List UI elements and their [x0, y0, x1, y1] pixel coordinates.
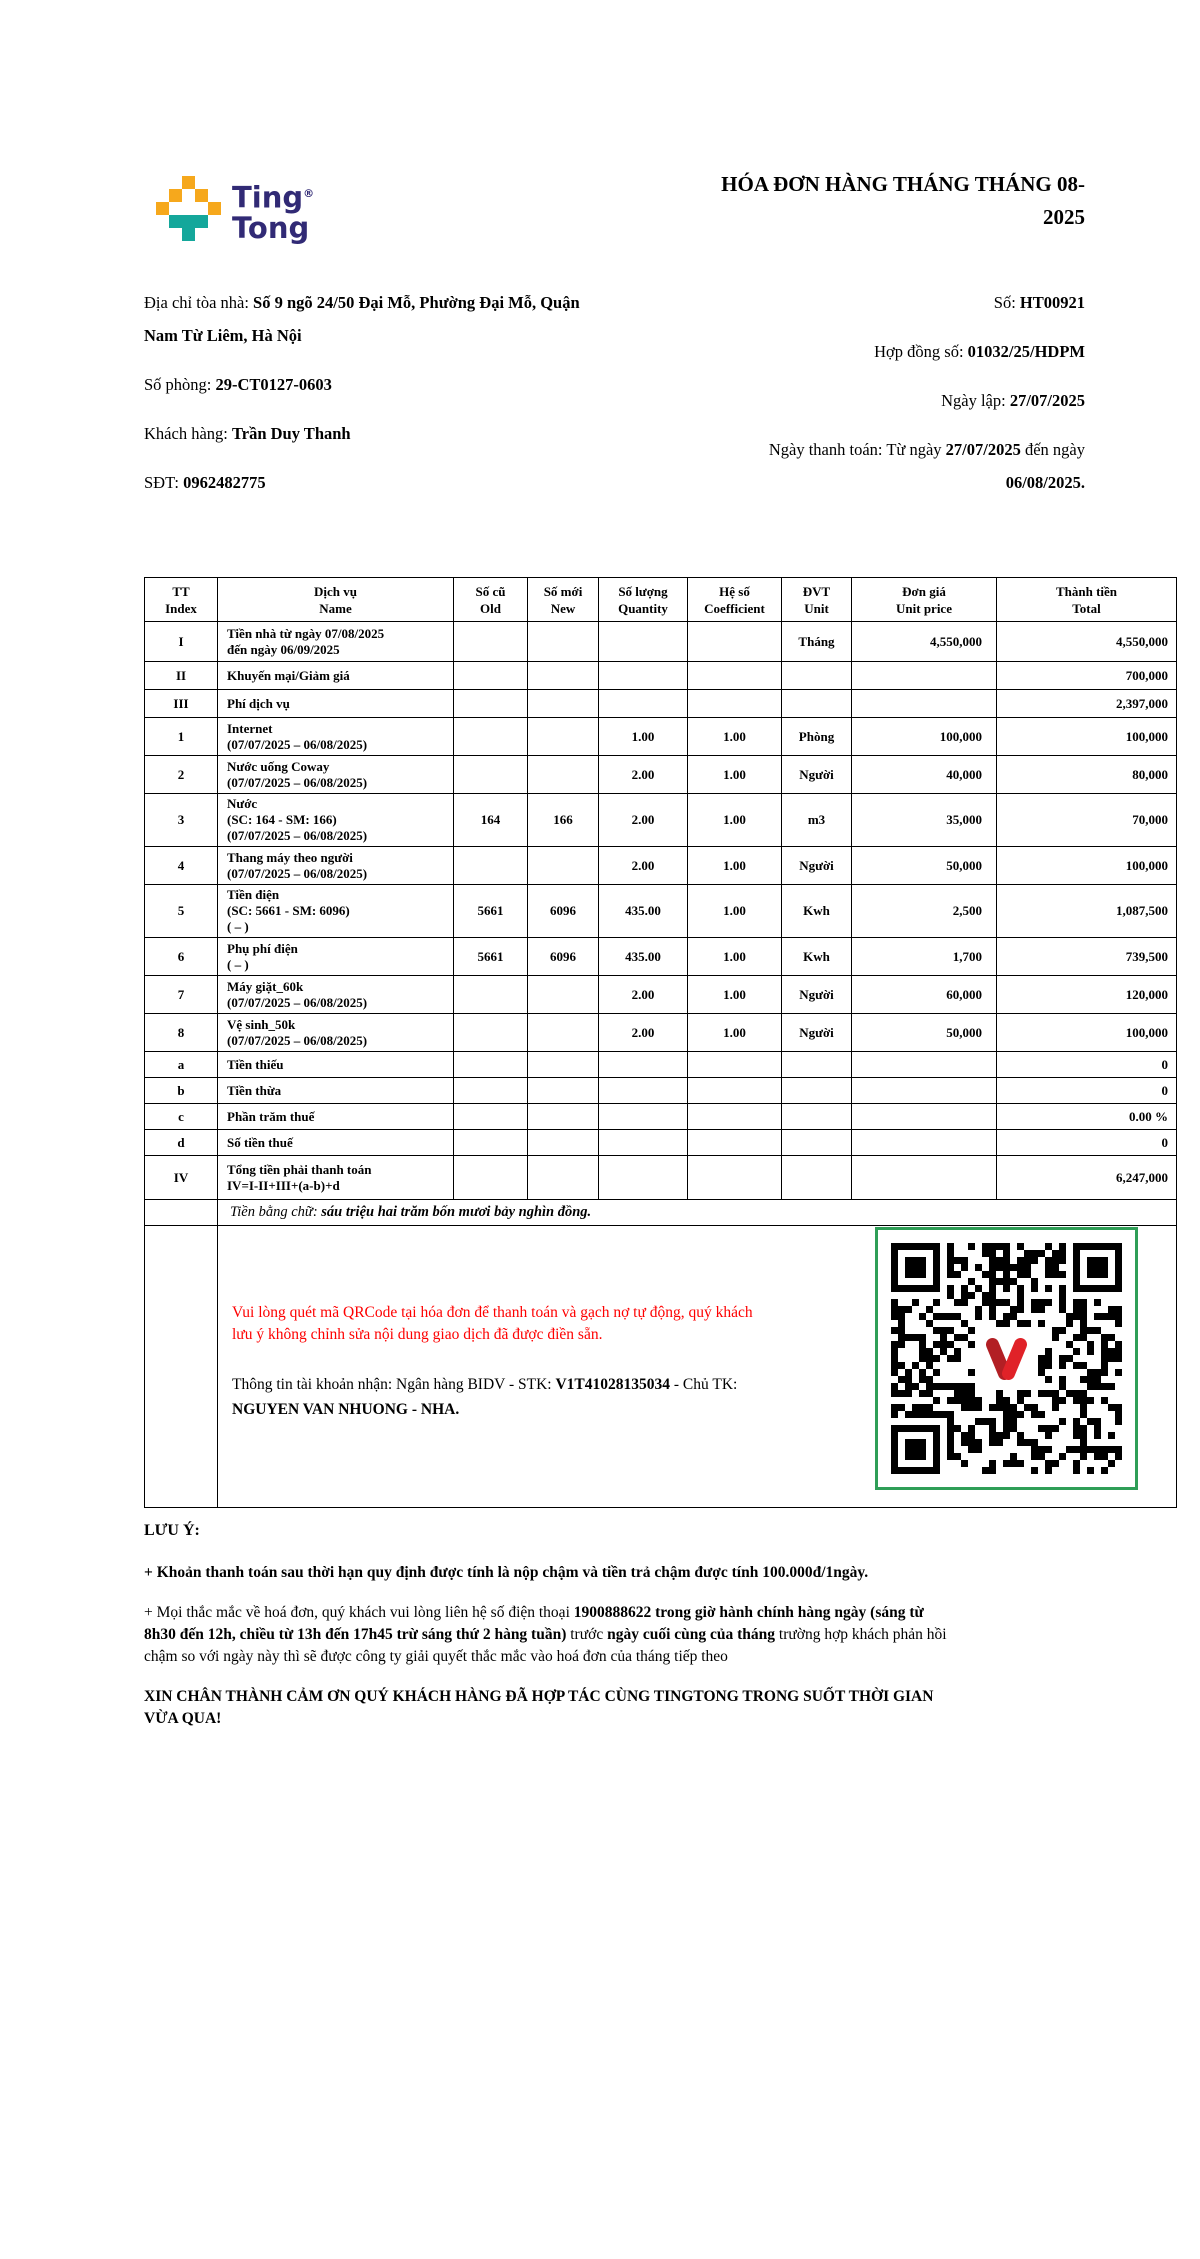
table-row-IV	[145, 1156, 1177, 1200]
table-row-c	[145, 1104, 1177, 1130]
invoice-table-extra	[145, 1200, 1177, 1508]
table-row-a	[145, 1052, 1177, 1078]
cell-service-name: Internet (07/07/2025 – 06/08/2025)	[218, 718, 454, 756]
late-fee-note: + Khoản thanh toán sau thời hạn quy định được tính là nộp chậm và tiền trả chậm được tính 100.000đ/1ngày.	[144, 1564, 869, 1581]
text-segment: 29-CT0127-0603	[215, 375, 332, 394]
contact-note-line	[144, 1646, 1094, 1668]
contact-note	[144, 1602, 1094, 1668]
cell-new	[528, 662, 599, 690]
cell-unit-price: 35,000	[852, 794, 997, 847]
cell-total: 100,000	[997, 718, 1177, 756]
cell-index	[145, 1226, 218, 1508]
column-header: Đơn giá Unit price	[852, 578, 997, 622]
cell-service-name: Nước (SC: 164 - SM: 166) (07/07/2025 – 06/08/2025)	[218, 794, 454, 847]
cell-quantity	[599, 1052, 688, 1078]
column-header: Số mới New	[528, 578, 599, 622]
thanks-note-line: VỪA QUA!	[144, 1710, 222, 1727]
invoice-meta	[525, 286, 1085, 499]
cell-unit	[782, 1052, 852, 1078]
cell-old: 164	[454, 794, 528, 847]
text-segment: Ngày lập:	[941, 391, 1010, 410]
cell-total: 0	[997, 1052, 1177, 1078]
cell-old: 5661	[454, 885, 528, 938]
cell-new: 6096	[528, 885, 599, 938]
logo-pixel	[195, 189, 208, 202]
column-header: Thành tiền Total	[997, 578, 1177, 622]
cell-total: 0	[997, 1078, 1177, 1104]
tingtong-logo-icon	[156, 176, 221, 241]
cell-index: 1	[145, 718, 218, 756]
cell-quantity: 2.00	[599, 847, 688, 885]
cell-quantity: 435.00	[599, 885, 688, 938]
cell-service-name: Thang máy theo người (07/07/2025 – 06/08/2025)	[218, 847, 454, 885]
cell-index: 4	[145, 847, 218, 885]
cell-index: II	[145, 662, 218, 690]
info-line	[525, 286, 1085, 319]
cell-total: 2,397,000	[997, 690, 1177, 718]
cell-quantity	[599, 662, 688, 690]
cell-quantity	[599, 1156, 688, 1200]
footer-notes	[144, 1520, 1094, 1748]
contact-note-line	[144, 1602, 1094, 1624]
cell-total: 700,000	[997, 662, 1177, 690]
cell-new	[528, 756, 599, 794]
cell-quantity	[599, 690, 688, 718]
text-segment: + Mọi thắc mắc về hoá đơn, quý khách vui lòng liên hệ số điện thoại	[144, 1604, 574, 1621]
table-row-5	[145, 885, 1177, 938]
text-segment: Ngày thanh toán: Từ ngày	[768, 440, 946, 459]
cell-total: 100,000	[997, 847, 1177, 885]
cell-unit: Phòng	[782, 718, 852, 756]
cell-unit: Người	[782, 1014, 852, 1052]
invoice-title	[565, 168, 1085, 234]
qr-instruction-line: Vui lòng quét mã QRCode tại hóa đơn để thanh toán và gạch nợ tự động, quý khách	[232, 1304, 753, 1321]
cell-coefficient: 1.00	[688, 756, 782, 794]
cell-service-name: Phí dịch vụ	[218, 690, 454, 718]
cell-service-name: Khuyến mại/Giảm giá	[218, 662, 454, 690]
text-segment: Trần Duy Thanh	[231, 424, 351, 443]
cell-unit-price: 2,500	[852, 885, 997, 938]
table-row-1	[145, 718, 1177, 756]
qr-cell	[218, 1226, 1177, 1508]
text-segment: Hợp đồng số:	[874, 342, 968, 361]
qr-instruction	[232, 1302, 862, 1346]
cell-unit-price	[852, 1130, 997, 1156]
header-row	[145, 578, 1177, 622]
cell-old	[454, 1078, 528, 1104]
cell-total: 739,500	[997, 938, 1177, 976]
info-line	[525, 433, 1085, 466]
text-segment: chậm so với ngày này thì sẽ được công ty giải quyết thắc mắc vào hoá đơn của tháng tiếp theo	[144, 1648, 728, 1665]
cell-old	[454, 622, 528, 662]
cell-old	[454, 662, 528, 690]
cell-unit-price	[852, 1156, 997, 1200]
cell-total: 4,550,000	[997, 622, 1177, 662]
text-segment: Nam Từ Liêm, Hà Nội	[144, 326, 302, 345]
cell-coefficient: 1.00	[688, 847, 782, 885]
column-header: ĐVT Unit	[782, 578, 852, 622]
cell-index: c	[145, 1104, 218, 1130]
cell-old	[454, 1052, 528, 1078]
cell-service-name: Tiền thiếu	[218, 1052, 454, 1078]
cell-index: IV	[145, 1156, 218, 1200]
text-segment: ngày cuối cùng của tháng	[607, 1626, 776, 1643]
cell-coefficient	[688, 1052, 782, 1078]
text-segment: - Chủ TK:	[670, 1376, 738, 1393]
cell-unit	[782, 1130, 852, 1156]
text-segment: trước	[566, 1626, 608, 1643]
invoice-table-body	[145, 622, 1177, 1200]
cell-coefficient	[688, 622, 782, 662]
table-row-4	[145, 847, 1177, 885]
cell-unit-price	[852, 690, 997, 718]
cell-unit-price: 100,000	[852, 718, 997, 756]
cell-index: 6	[145, 938, 218, 976]
invoice-title-line: 2025	[1043, 205, 1085, 229]
cell-total: 0.00 %	[997, 1104, 1177, 1130]
table-row-b	[145, 1078, 1177, 1104]
cell-old	[454, 1104, 528, 1130]
text-segment: NGUYEN VAN NHUONG - NHA.	[232, 1401, 460, 1418]
cell-total: 6,247,000	[997, 1156, 1177, 1200]
cell-quantity: 1.00	[599, 718, 688, 756]
info-line	[525, 466, 1085, 499]
logo-pixel	[156, 202, 169, 215]
cell-new	[528, 847, 599, 885]
cell-coefficient	[688, 690, 782, 718]
qr-code	[875, 1227, 1138, 1490]
cell-unit: Kwh	[782, 938, 852, 976]
cell-unit: Người	[782, 847, 852, 885]
cell-index: b	[145, 1078, 218, 1104]
text-segment: sáu triệu hai trăm bốn mươi bảy nghìn đồng.	[321, 1204, 592, 1220]
cell-coefficient	[688, 662, 782, 690]
cell-index: III	[145, 690, 218, 718]
cell-quantity: 2.00	[599, 794, 688, 847]
table-row-6	[145, 938, 1177, 976]
registered-mark: ®	[303, 187, 315, 200]
cell-unit: Người	[782, 756, 852, 794]
cell-unit-price	[852, 1078, 997, 1104]
cell-new	[528, 1156, 599, 1200]
cell-old	[454, 976, 528, 1014]
cell-service-name: Vệ sinh_50k (07/07/2025 – 06/08/2025)	[218, 1014, 454, 1052]
cell-coefficient	[688, 1156, 782, 1200]
cell-new: 6096	[528, 938, 599, 976]
text-segment: 0962482775	[183, 473, 266, 492]
text-segment: đến ngày	[1020, 440, 1085, 459]
cell-quantity: 2.00	[599, 1014, 688, 1052]
cell-old: 5661	[454, 938, 528, 976]
cell-total: 80,000	[997, 756, 1177, 794]
cell-new	[528, 976, 599, 1014]
logo-word-tong: Tong	[232, 210, 310, 245]
info-line	[525, 384, 1085, 417]
column-header: Dịch vụ Name	[218, 578, 454, 622]
cell-unit-price	[852, 662, 997, 690]
cell-quantity: 2.00	[599, 976, 688, 1014]
cell-coefficient	[688, 1078, 782, 1104]
cell-index: 5	[145, 885, 218, 938]
cell-quantity	[599, 1104, 688, 1130]
cell-coefficient	[688, 1130, 782, 1156]
cell-unit	[782, 690, 852, 718]
text-segment: 8h30 đến 12h, chiều từ 13h đến 17h45 trừ sáng thứ 2 hàng tuần)	[144, 1626, 567, 1643]
text-segment: Thông tin tài khoản nhận: Ngân hàng BIDV - STK:	[232, 1376, 556, 1393]
table-row-d	[145, 1130, 1177, 1156]
text-segment: trường hợp khách phản hồi	[775, 1626, 947, 1643]
text-segment: Khách hàng:	[144, 424, 232, 443]
cell-old	[454, 756, 528, 794]
cell-quantity: 2.00	[599, 756, 688, 794]
cell-unit-price	[852, 1052, 997, 1078]
invoice-table	[144, 577, 1177, 1508]
text-segment: Số phòng:	[144, 375, 216, 394]
cell-unit	[782, 1078, 852, 1104]
cell-index: 2	[145, 756, 218, 794]
cell-unit-price: 50,000	[852, 847, 997, 885]
table-row-2	[145, 756, 1177, 794]
qr-instruction-line: lưu ý không chỉnh sửa nội dung giao dịch đã được điền sẵn.	[232, 1326, 603, 1343]
cell-old	[454, 690, 528, 718]
cell-service-name: Phần trăm thuế	[218, 1104, 454, 1130]
contact-note-line	[144, 1624, 1094, 1646]
text-segment: 27/07/2025	[1009, 391, 1085, 410]
cell-total: 120,000	[997, 976, 1177, 1014]
bank-account-info	[232, 1372, 862, 1422]
cell-new	[528, 690, 599, 718]
cell-unit-price: 4,550,000	[852, 622, 997, 662]
table-row-III	[145, 690, 1177, 718]
cell-coefficient: 1.00	[688, 718, 782, 756]
cell-service-name: Tổng tiền phải thanh toán IV=I-II+III+(a-b)+d	[218, 1156, 454, 1200]
cell-new	[528, 1014, 599, 1052]
text-segment: 1900888622 trong giờ hành chính hàng ngày (sáng từ	[573, 1604, 924, 1621]
cell-new	[528, 622, 599, 662]
cell-old	[454, 847, 528, 885]
amount-in-words-row	[145, 1200, 1177, 1226]
cell-unit: m3	[782, 794, 852, 847]
text-segment: V1T41028135034	[555, 1376, 670, 1393]
cell-coefficient: 1.00	[688, 976, 782, 1014]
qr-pattern	[891, 1243, 1122, 1474]
cell-coefficient: 1.00	[688, 794, 782, 847]
cell-new	[528, 1130, 599, 1156]
column-header: Số cũ Old	[454, 578, 528, 622]
text-segment: SĐT:	[144, 473, 184, 492]
cell-unit-price: 60,000	[852, 976, 997, 1014]
cell-service-name: Tiền nhà từ ngày 07/08/2025 đến ngày 06/09/2025	[218, 622, 454, 662]
bank-account-line	[232, 1397, 862, 1422]
column-header: Số lượng Quantity	[599, 578, 688, 622]
cell-unit	[782, 662, 852, 690]
cell-new: 166	[528, 794, 599, 847]
table-row-8	[145, 1014, 1177, 1052]
cell-unit-price	[852, 1104, 997, 1130]
logo-wordmark	[232, 179, 314, 243]
invoice-table-head	[145, 578, 1177, 622]
cell-unit	[782, 1104, 852, 1130]
cell-total: 0	[997, 1130, 1177, 1156]
cell-total: 100,000	[997, 1014, 1177, 1052]
cell-total: 70,000	[997, 794, 1177, 847]
cell-index: d	[145, 1130, 218, 1156]
cell-service-name: Tiền thừa	[218, 1078, 454, 1104]
cell-coefficient: 1.00	[688, 1014, 782, 1052]
cell-total: 1,087,500	[997, 885, 1177, 938]
cell-new	[528, 1052, 599, 1078]
cell-quantity	[599, 1130, 688, 1156]
column-header: TT Index	[145, 578, 218, 622]
logo-pixel	[182, 176, 195, 189]
qr-row	[145, 1226, 1177, 1508]
cell-unit: Tháng	[782, 622, 852, 662]
text-segment: Tiền bằng chữ:	[230, 1204, 322, 1220]
cell-old	[454, 718, 528, 756]
table-row-II	[145, 662, 1177, 690]
cell-index	[145, 1200, 218, 1226]
thanks-note-line: XIN CHÂN THÀNH CẢM ƠN QUÝ KHÁCH HÀNG ĐÃ HỢP TÁC CÙNG TINGTONG TRONG SUỐT THỜI GIAN	[144, 1688, 934, 1705]
cell-index: 7	[145, 976, 218, 1014]
text-segment: Địa chỉ tòa nhà:	[144, 293, 254, 312]
cell-index: 8	[145, 1014, 218, 1052]
text-segment: Số:	[993, 293, 1020, 312]
logo-word-ting: Ting	[232, 180, 304, 215]
cell-unit-price: 50,000	[852, 1014, 997, 1052]
logo-pixel	[208, 202, 221, 215]
cell-new	[528, 1104, 599, 1130]
table-row-3	[145, 794, 1177, 847]
cell-service-name: Phụ phí điện ( – )	[218, 938, 454, 976]
notes-heading: LƯU Ý:	[144, 1522, 200, 1539]
text-segment: Số 9 ngõ 24/50 Đại Mỗ, Phường Đại Mỗ, Quận	[253, 293, 580, 312]
text-segment: HT00921	[1019, 293, 1085, 312]
logo-pixel	[169, 215, 208, 228]
table-row-I	[145, 622, 1177, 662]
thanks-note	[144, 1686, 1094, 1730]
cell-unit: Người	[782, 976, 852, 1014]
cell-unit	[782, 1156, 852, 1200]
invoice-title-line: HÓA ĐƠN HÀNG THÁNG THÁNG 08-	[721, 172, 1085, 196]
cell-coefficient: 1.00	[688, 938, 782, 976]
cell-quantity: 435.00	[599, 938, 688, 976]
cell-coefficient: 1.00	[688, 885, 782, 938]
column-header: Hệ số Coefficient	[688, 578, 782, 622]
logo-pixel	[169, 189, 182, 202]
cell-new	[528, 718, 599, 756]
cell-service-name: Nước uống Coway (07/07/2025 – 06/08/2025)	[218, 756, 454, 794]
cell-unit-price: 40,000	[852, 756, 997, 794]
tingtong-logo	[156, 176, 314, 243]
bank-account-line	[232, 1372, 862, 1397]
text-segment: 27/07/2025	[945, 440, 1021, 459]
cell-index: I	[145, 622, 218, 662]
cell-service-name: Máy giặt_60k (07/07/2025 – 06/08/2025)	[218, 976, 454, 1014]
cell-unit-price: 1,700	[852, 938, 997, 976]
cell-service-name: Tiền điện (SC: 5661 - SM: 6096) ( – )	[218, 885, 454, 938]
amount-in-words	[218, 1200, 1177, 1226]
cell-coefficient	[688, 1104, 782, 1130]
cell-quantity	[599, 622, 688, 662]
cell-old	[454, 1130, 528, 1156]
cell-old	[454, 1014, 528, 1052]
text-segment: 06/08/2025.	[1005, 473, 1085, 492]
text-segment: 01032/25/HDPM	[967, 342, 1085, 361]
table-row-7	[145, 976, 1177, 1014]
cell-quantity	[599, 1078, 688, 1104]
cell-old	[454, 1156, 528, 1200]
cell-index: 3	[145, 794, 218, 847]
cell-unit: Kwh	[782, 885, 852, 938]
cell-index: a	[145, 1052, 218, 1078]
logo-pixel	[182, 228, 195, 241]
cell-service-name: Số tiền thuế	[218, 1130, 454, 1156]
cell-new	[528, 1078, 599, 1104]
info-line	[525, 335, 1085, 368]
